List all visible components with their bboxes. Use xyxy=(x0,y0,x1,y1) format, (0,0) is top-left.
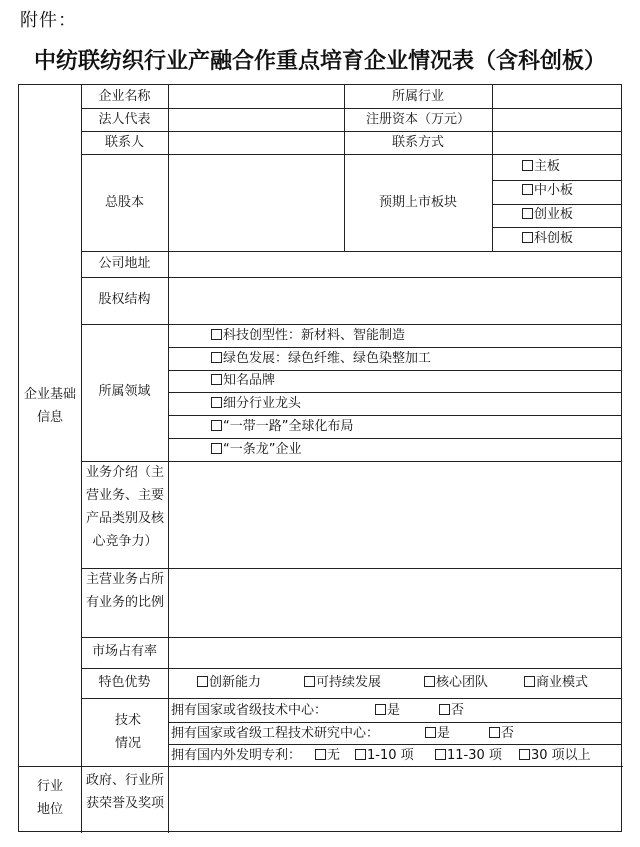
contact-label: 联系人 xyxy=(104,135,144,150)
checkbox-icon xyxy=(425,727,436,738)
feature-option-sustainable[interactable]: 可持续发展 xyxy=(304,674,381,692)
eng-center-no[interactable]: 否 xyxy=(489,725,514,743)
industry-label: 所属行业 xyxy=(391,89,444,104)
field-option-green[interactable]: 绿色发展：绿色纤维、绿色染整加工 xyxy=(211,350,431,368)
tech-center-yes[interactable]: 是 xyxy=(375,702,400,720)
checkbox-icon xyxy=(519,749,530,760)
section-industry-position: 行业地位 xyxy=(36,779,63,817)
contact-method-label: 联系方式 xyxy=(391,135,444,150)
reg-capital-label: 注册资本（万元） xyxy=(365,112,470,127)
section-basic-info: 企业基础信息 xyxy=(23,387,76,425)
checkbox-icon xyxy=(489,727,500,738)
checkbox-icon xyxy=(211,352,222,363)
feature-option-innovation[interactable]: 创新能力 xyxy=(197,674,261,692)
field-option-leader[interactable]: 细分行业龙头 xyxy=(211,395,301,413)
checkbox-icon xyxy=(522,160,533,171)
patent-option-11-30[interactable]: 11-30 项 xyxy=(435,747,502,765)
legal-rep-label: 法人代表 xyxy=(98,112,151,127)
tech-label: 技术情况 xyxy=(114,713,141,751)
address-label: 公司地址 xyxy=(98,256,151,271)
feature-option-team[interactable]: 核心团队 xyxy=(424,674,488,692)
checkbox-icon xyxy=(524,676,535,687)
checkbox-icon xyxy=(211,374,222,385)
checkbox-icon xyxy=(211,443,222,454)
attachment-label: 附件： xyxy=(20,10,77,31)
board-option-gem[interactable]: 创业板 xyxy=(522,206,573,224)
patent-option-none[interactable]: 无 xyxy=(315,747,340,765)
field-option-tech[interactable]: 科技创型性：新材料、智能制造 xyxy=(211,327,405,345)
checkbox-icon xyxy=(522,232,533,243)
patent-label: 拥有国内外发明专利： xyxy=(171,748,302,763)
board-option-star[interactable]: 科创板 xyxy=(522,230,573,248)
checkbox-icon xyxy=(375,704,386,715)
field-option-brand[interactable]: 知名品牌 xyxy=(211,372,275,390)
feature-option-business-model[interactable]: 商业模式 xyxy=(524,674,588,692)
honors-label: 政府、行业所获荣誉及奖项 xyxy=(85,773,164,811)
checkbox-icon xyxy=(522,184,533,195)
checkbox-icon xyxy=(304,676,315,687)
checkbox-icon xyxy=(522,208,533,219)
listing-board-label: 预期上市板块 xyxy=(378,195,457,210)
checkbox-icon xyxy=(355,749,366,760)
enterprise-info-table xyxy=(18,84,622,832)
checkbox-icon xyxy=(211,420,222,431)
market-share-label: 市场占有率 xyxy=(91,644,157,659)
tech-center-label: 拥有国家或省级技术中心： xyxy=(171,703,328,718)
checkbox-icon xyxy=(424,676,435,687)
eng-center-label: 拥有国家或省级工程技术研究中心： xyxy=(171,726,380,741)
patent-option-over-30[interactable]: 30 项以上 xyxy=(519,747,591,765)
feature-label: 特色优势 xyxy=(98,675,151,690)
checkbox-icon xyxy=(197,676,208,687)
form-title: 中纺联纺织行业产融合作重点培育企业情况表（含科创板） xyxy=(33,48,606,74)
equity-label: 股权结构 xyxy=(98,292,151,307)
field-option-belt-road[interactable]: “一带一路”全球化布局 xyxy=(211,418,353,436)
checkbox-icon xyxy=(435,749,446,760)
field-option-one-dragon[interactable]: “一条龙”企业 xyxy=(211,441,301,459)
field-label: 所属领域 xyxy=(98,384,151,399)
checkbox-icon xyxy=(315,749,326,760)
eng-center-yes[interactable]: 是 xyxy=(425,725,450,743)
company-name-label: 企业名称 xyxy=(98,89,151,104)
checkbox-icon xyxy=(211,329,222,340)
main-share-label: 主营业务占所有业务的比例 xyxy=(85,572,164,610)
checkbox-icon xyxy=(439,704,450,715)
business-intro-label: 业务介绍（主营业务、主要产品类别及核心竞争力） xyxy=(85,465,164,549)
patent-option-1-10[interactable]: 1-10 项 xyxy=(355,747,414,765)
checkbox-icon xyxy=(211,397,222,408)
board-option-main[interactable]: 主板 xyxy=(522,158,560,176)
total-shares-label: 总股本 xyxy=(104,195,144,210)
tech-center-no[interactable]: 否 xyxy=(439,702,464,720)
board-option-sme[interactable]: 中小板 xyxy=(522,182,573,200)
